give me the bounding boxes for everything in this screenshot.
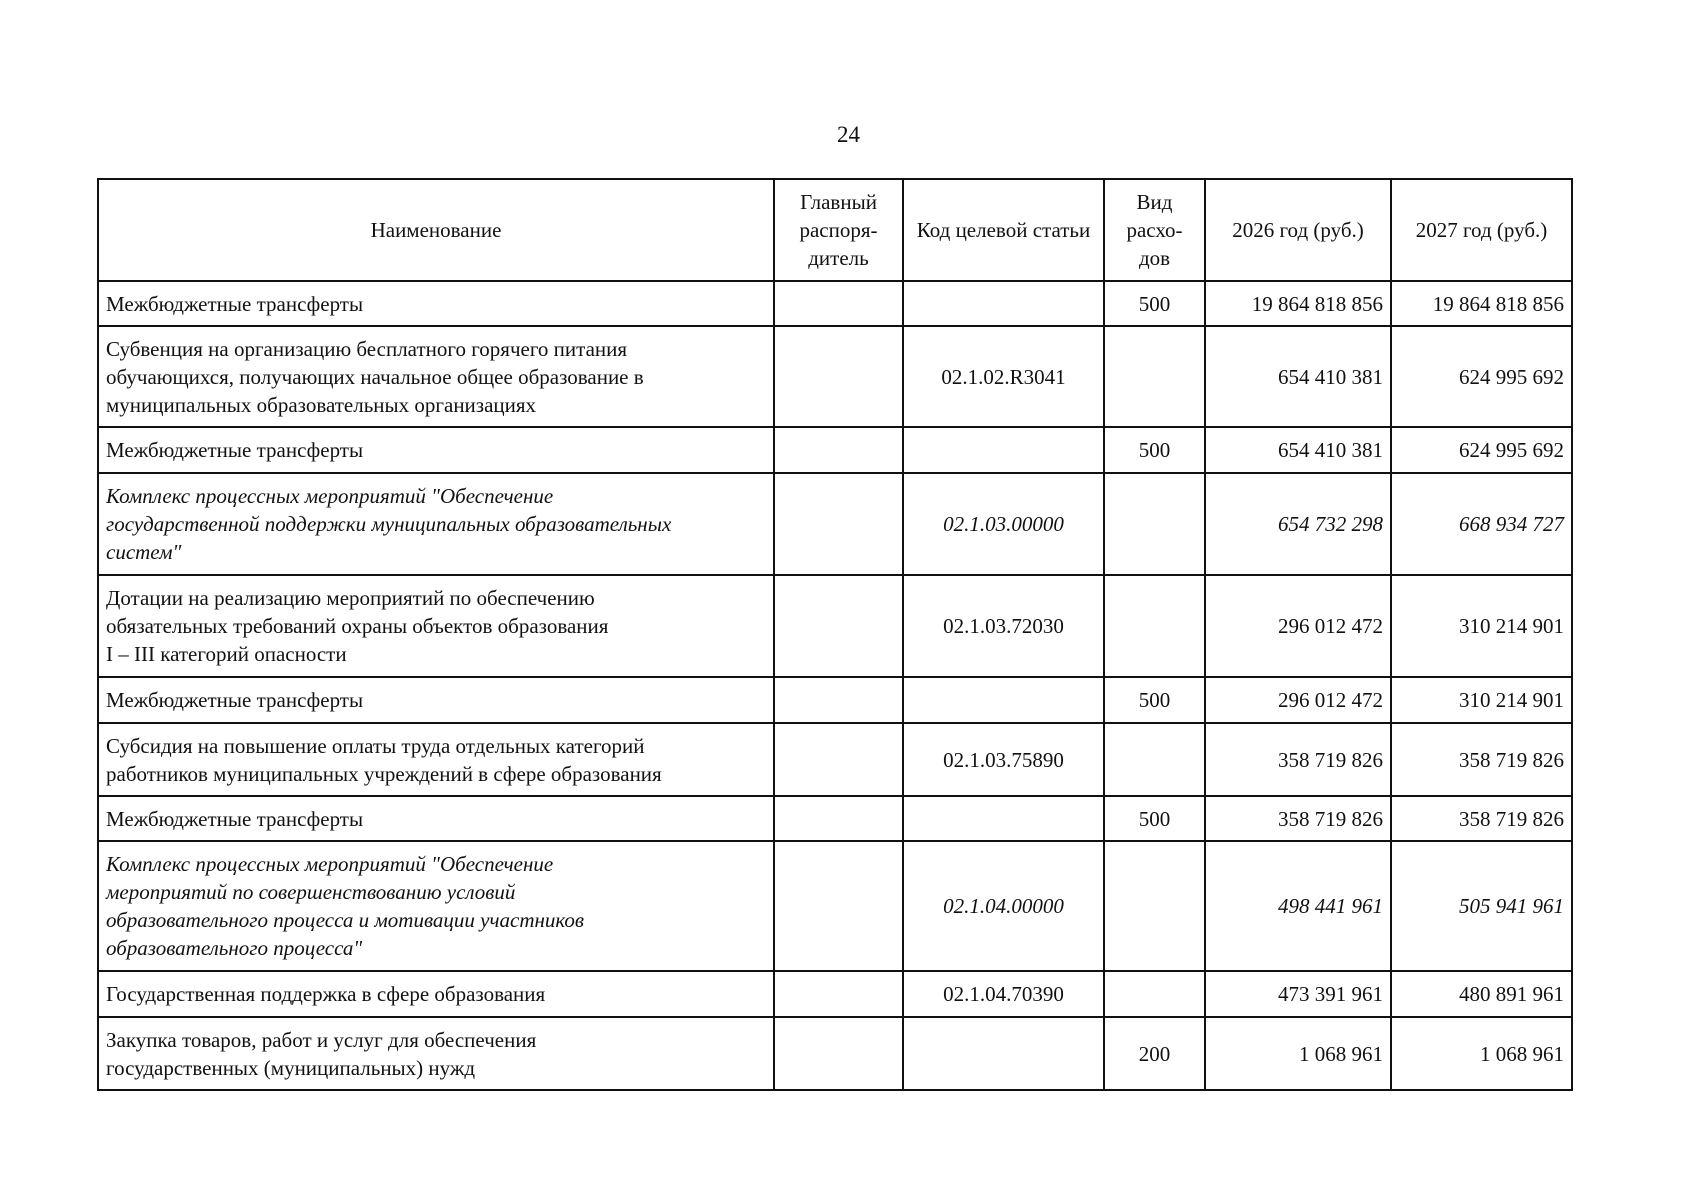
table-row <box>98 796 1572 841</box>
cell-code: 02.1.03.75890 <box>903 723 1104 796</box>
cell-kind <box>1104 971 1205 1017</box>
cell-2027: 505 941 961 <box>1391 841 1572 971</box>
cell-2026: 296 012 472 <box>1205 677 1391 723</box>
cell-admin <box>774 971 903 1017</box>
cell-2027: 310 214 901 <box>1391 677 1572 723</box>
table-row <box>98 473 1572 575</box>
cell-kind <box>1104 575 1205 677</box>
cell-2026: 358 719 826 <box>1205 796 1391 841</box>
cell-name: Межбюджетные трансферты <box>98 677 774 723</box>
cell-code <box>903 796 1104 841</box>
cell-name: Субвенция на организацию бесплатного горячего питания обучающихся, получающих начальное общее образование в муниципальных образовательных организациях <box>98 326 774 427</box>
cell-name: Межбюджетные трансферты <box>98 281 774 326</box>
cell-2026: 19 864 818 856 <box>1205 281 1391 326</box>
cell-kind: 200 <box>1104 1017 1205 1090</box>
cell-2027: 624 995 692 <box>1391 326 1572 427</box>
cell-2027: 358 719 826 <box>1391 796 1572 841</box>
header-2027: 2027 год (руб.) <box>1391 179 1572 281</box>
cell-kind <box>1104 841 1205 971</box>
header-admin: Главный распоря- дитель <box>774 179 903 281</box>
cell-2027: 1 068 961 <box>1391 1017 1572 1090</box>
cell-2026: 296 012 472 <box>1205 575 1391 677</box>
cell-admin <box>774 281 903 326</box>
cell-name: Межбюджетные трансферты <box>98 427 774 473</box>
cell-code <box>903 281 1104 326</box>
cell-kind: 500 <box>1104 427 1205 473</box>
cell-kind <box>1104 326 1205 427</box>
cell-code: 02.1.03.00000 <box>903 473 1104 575</box>
cell-2027: 19 864 818 856 <box>1391 281 1572 326</box>
table-row <box>98 723 1572 796</box>
cell-code: 02.1.04.00000 <box>903 841 1104 971</box>
budget-table <box>97 178 1573 1091</box>
header-kind: Вид расхо- дов <box>1104 179 1205 281</box>
cell-2026: 654 410 381 <box>1205 427 1391 473</box>
cell-2027: 480 891 961 <box>1391 971 1572 1017</box>
cell-code: 02.1.02.R3041 <box>903 326 1104 427</box>
table-row <box>98 1017 1572 1090</box>
cell-admin <box>774 427 903 473</box>
cell-name: Межбюджетные трансферты <box>98 796 774 841</box>
cell-kind: 500 <box>1104 281 1205 326</box>
cell-name: Комплекс процессных мероприятий "Обеспечение государственной поддержки муниципальных образовательных систем" <box>98 473 774 575</box>
table-row <box>98 677 1572 723</box>
table-row <box>98 281 1572 326</box>
cell-2026: 654 732 298 <box>1205 473 1391 575</box>
cell-admin <box>774 1017 903 1090</box>
cell-kind: 500 <box>1104 796 1205 841</box>
cell-admin <box>774 723 903 796</box>
cell-2026: 654 410 381 <box>1205 326 1391 427</box>
cell-admin <box>774 473 903 575</box>
cell-admin <box>774 326 903 427</box>
cell-name: Закупка товаров, работ и услуг для обеспечения государственных (муниципальных) нужд <box>98 1017 774 1090</box>
cell-admin <box>774 575 903 677</box>
cell-kind: 500 <box>1104 677 1205 723</box>
cell-2026: 498 441 961 <box>1205 841 1391 971</box>
cell-name: Комплекс процессных мероприятий "Обеспечение мероприятий по совершенствованию условий образовательного процесса и мотивации участников образовательного процесса" <box>98 841 774 971</box>
cell-2026: 473 391 961 <box>1205 971 1391 1017</box>
cell-code: 02.1.03.72030 <box>903 575 1104 677</box>
cell-name: Государственная поддержка в сфере образования <box>98 971 774 1017</box>
cell-2027: 624 995 692 <box>1391 427 1572 473</box>
cell-name: Дотации на реализацию мероприятий по обеспечению обязательных требований охраны объектов образования I – III категорий опасности <box>98 575 774 677</box>
cell-2026: 1 068 961 <box>1205 1017 1391 1090</box>
cell-admin <box>774 841 903 971</box>
table-row <box>98 841 1572 971</box>
cell-code: 02.1.04.70390 <box>903 971 1104 1017</box>
cell-code <box>903 677 1104 723</box>
header-code: Код целевой статьи <box>903 179 1104 281</box>
cell-code <box>903 427 1104 473</box>
cell-2027: 310 214 901 <box>1391 575 1572 677</box>
table-row <box>98 971 1572 1017</box>
cell-admin <box>774 796 903 841</box>
cell-2027: 358 719 826 <box>1391 723 1572 796</box>
page-number: 24 <box>837 122 860 147</box>
cell-kind <box>1104 473 1205 575</box>
table-row <box>98 427 1572 473</box>
table-row <box>98 326 1572 427</box>
cell-2027: 668 934 727 <box>1391 473 1572 575</box>
header-2026: 2026 год (руб.) <box>1205 179 1391 281</box>
cell-code <box>903 1017 1104 1090</box>
header-row <box>98 179 1572 281</box>
cell-name: Субсидия на повышение оплаты труда отдельных категорий работников муниципальных учреждений в сфере образования <box>98 723 774 796</box>
cell-kind <box>1104 723 1205 796</box>
cell-2026: 358 719 826 <box>1205 723 1391 796</box>
table-row <box>98 575 1572 677</box>
cell-admin <box>774 677 903 723</box>
header-name: Наименование <box>98 179 774 281</box>
